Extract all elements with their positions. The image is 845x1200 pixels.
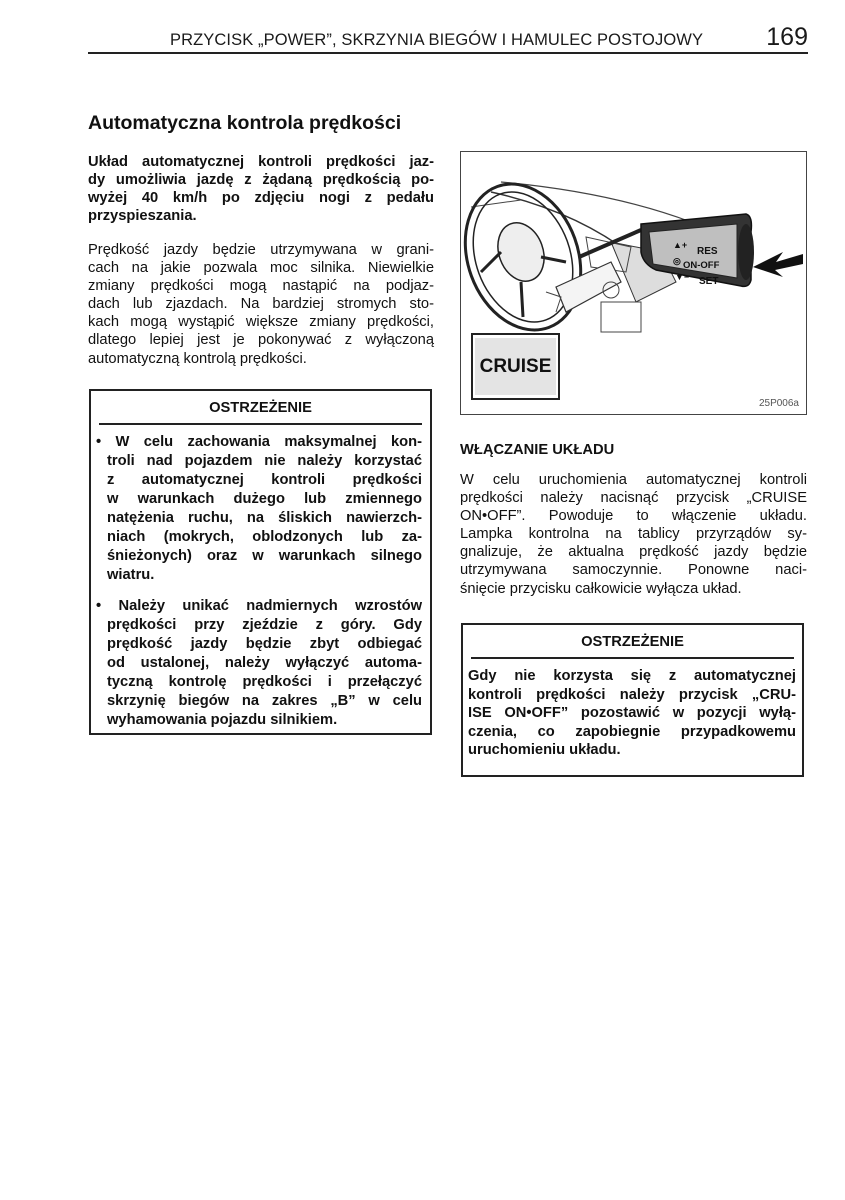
text-line: Prędkość jazdy będzie utrzymywana w grani- [88, 242, 434, 258]
text-line: wyhamowania pojazdu silnikiem. [107, 712, 338, 728]
cruise-indicator-label: CRUISE [479, 356, 552, 377]
text-line: utrzymywana samoczynnie. Ponowne naci- [460, 562, 807, 579]
text-line: od ustalonej, należy wyłączyć automa- [107, 655, 422, 671]
svg-text:▲+: ▲+ [673, 240, 688, 250]
section-title: Automatyczna kontrola prędkości [88, 112, 402, 134]
text-line: ON•OFF”. Powoduje to włączenie układu. [460, 508, 807, 525]
text-line: wyżej 40 km/h po zdjęciu nogi z pedału [88, 190, 434, 207]
header-rule [88, 52, 808, 54]
svg-text:▼−: ▼− [675, 272, 690, 282]
text-line: • Należy unikać nadmiernych wzrostów [96, 598, 422, 614]
text-line: śnieżonych) oraz w warunkach silnego [107, 548, 422, 564]
text-line: prędkości przy zjeździe z góry. Gdy [107, 617, 422, 633]
res-label: RES [697, 246, 718, 257]
onoff-label: ON-OFF [683, 260, 720, 271]
warning-rule [471, 657, 794, 659]
subheading: WŁĄCZANIE UKŁADU [460, 442, 615, 458]
cruise-control-figure [460, 151, 807, 415]
figure-code: 25P006a [758, 398, 799, 409]
text-line: niach (mokrych, oblodzonych lub za- [107, 529, 422, 545]
warning-title: OSTRZEŻENIE [581, 634, 684, 650]
warning-bullet-2 [96, 597, 422, 730]
intro-paragraph [88, 241, 434, 368]
cruise-lever-illustration [461, 152, 805, 413]
intro-bold-paragraph [88, 153, 434, 225]
set-label: SET [699, 276, 719, 287]
text-line: z automatycznej kontroli prędkości [107, 472, 422, 488]
warning-rule [99, 423, 422, 425]
text-line: tyczną kontrolę prędkości i przełączyć [107, 674, 422, 690]
text-line: prędkości należy nacisnąć przycisk „CRUISE [460, 490, 807, 507]
right-paragraph [460, 471, 807, 598]
text-line: cach na jakie pozwala moc silnika. Niewielkie [88, 260, 434, 277]
warning-bullet-1 [96, 433, 422, 585]
text-line: dach lub zjazdach. Na bardziej stromych sto- [88, 296, 434, 313]
text-line: Gdy nie korzysta się z automatycznej [468, 668, 796, 684]
running-header: PRZYCISK „POWER”, SKRZYNIA BIEGÓW I HAMULEC POSTOJOWY [170, 31, 704, 49]
text-line: prędkość jazdy będzie zbyt odbiegać [107, 636, 422, 652]
text-line: Układ automatycznej kontroli prędkości jaz- [88, 154, 434, 170]
text-line: wiatru. [107, 567, 155, 583]
text-line: w warunkach dużego lub zmiennego [107, 491, 422, 507]
text-line: troli nad pojazdem nie należy korzystać [107, 453, 422, 469]
text-line: dy umożliwia jazdę z żądaną prędkością po- [88, 172, 434, 189]
svg-text:◎: ◎ [673, 256, 681, 266]
text-line: kach mogą wystąpić większe zmiany prędkości, [88, 314, 434, 331]
text-line: Lampka kontrolna na tablicy przyrządów sy- [460, 526, 807, 543]
arrow-icon [753, 252, 803, 277]
text-line: skrzynię biegów na zakres „B” w celu [107, 693, 422, 709]
text-line: gnalizuje, że aktualna prędkość jazdy będzie [460, 544, 807, 561]
text-line: natężenia ruchu, na śliskich nawierzch- [107, 510, 422, 526]
page-number: 169 [766, 23, 808, 51]
warning-title: OSTRZEŻENIE [209, 400, 312, 416]
text-line: W celu uruchomienia automatycznej kontroli [460, 472, 807, 488]
text-line: czenia, co zapobiegnie przypadkowemu [468, 723, 796, 740]
text-line: kontroli prędkości należy przycisk „CRU- [468, 686, 796, 703]
text-line: zmiany prędkości mogą nastąpić na podjaz- [88, 278, 434, 295]
text-line: śnięcie przycisku całkowicie wyłącza układ. [460, 580, 742, 597]
text-line: przyspieszania. [88, 208, 197, 225]
warning-right-text [468, 667, 796, 760]
text-line: automatyczną kontrolą prędkości. [88, 350, 307, 367]
text-line: dlatego lepiej jest je pokonywać z wyłączoną [88, 332, 434, 349]
text-line: • W celu zachowania maksymalnej kon- [96, 434, 422, 450]
text-line: ISE ON•OFF” pozostawić w pozycji wyłą- [468, 705, 796, 722]
text-line: uruchomieniu układu. [468, 742, 621, 759]
